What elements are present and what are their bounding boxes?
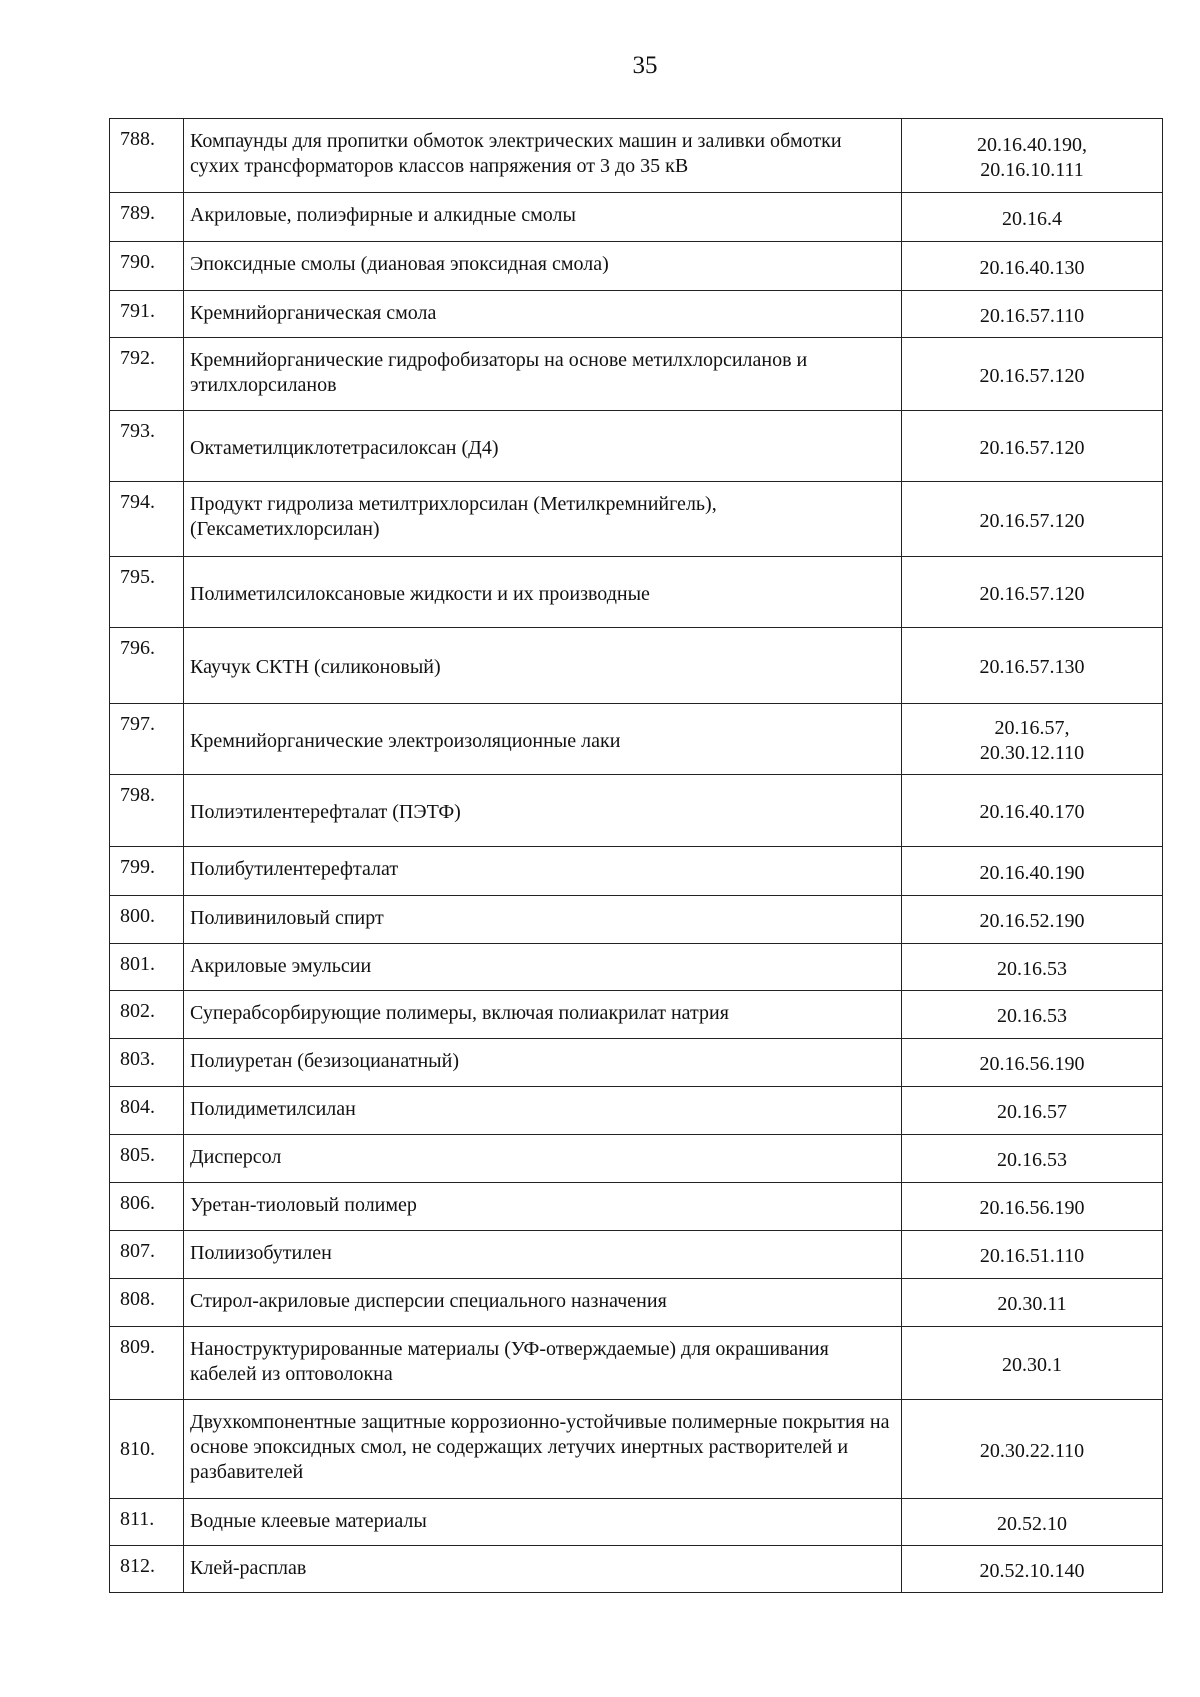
row-name: Кремнийорганические гидрофобизаторы на основе метилхлорсиланов и этилхлорсиланов <box>184 338 902 411</box>
row-code-text: 20.16.56.190 <box>979 1053 1085 1075</box>
row-name: Поливиниловый спирт <box>184 896 902 944</box>
row-code <box>902 1327 1163 1400</box>
row-code-text: 20.16.51.110 <box>979 1245 1085 1267</box>
row-code <box>902 704 1163 775</box>
row-code <box>902 1499 1163 1546</box>
row-number: 810. <box>110 1400 184 1499</box>
row-code <box>902 1087 1163 1135</box>
row-code <box>902 242 1163 291</box>
row-name: Водные клеевые материалы <box>184 1499 902 1546</box>
table-row <box>110 1499 1163 1546</box>
row-number: 803. <box>110 1039 184 1087</box>
row-number: 797. <box>110 704 184 775</box>
table-row <box>110 193 1163 242</box>
row-code <box>902 775 1163 847</box>
row-code-text: 20.30.11 <box>997 1293 1067 1315</box>
row-number: 806. <box>110 1183 184 1231</box>
row-name: Октаметилциклотетрасилоксан (Д4) <box>184 411 902 482</box>
row-number: 809. <box>110 1327 184 1400</box>
row-number: 807. <box>110 1231 184 1279</box>
row-code-text: 20.16.57.130 <box>979 656 1085 678</box>
table-row <box>110 119 1163 193</box>
row-code <box>902 1135 1163 1183</box>
row-code <box>902 1183 1163 1231</box>
row-code-text: 20.30.1 <box>1002 1353 1062 1376</box>
row-code <box>902 338 1163 411</box>
row-code <box>902 291 1163 338</box>
row-name: Полиэтилентерефталат (ПЭТФ) <box>184 775 902 847</box>
row-number: 794. <box>110 482 184 557</box>
table-row <box>110 1546 1163 1593</box>
row-code-text: 20.16.40.190 <box>979 861 1085 884</box>
row-name: Акриловые эмульсии <box>184 944 902 991</box>
row-code-text: 20.16.53 <box>997 1149 1067 1171</box>
row-name: Эпоксидные смолы (диановая эпоксидная смола) <box>184 242 902 291</box>
row-code-text: 20.16.52.190 <box>979 910 1085 932</box>
row-name: Каучук СКТН (силиконовый) <box>184 628 902 704</box>
row-number: 805. <box>110 1135 184 1183</box>
row-code <box>902 1039 1163 1087</box>
row-name: Полибутилентерефталат <box>184 847 902 896</box>
row-number: 802. <box>110 991 184 1039</box>
table-row <box>110 242 1163 291</box>
row-name: Компаунды для пропитки обмоток электрических машин и заливки обмотки сухих трансформаторов классов напряжения от 3 до 35 кВ <box>184 119 902 193</box>
row-code-text: 20.16.57 <box>997 1101 1067 1123</box>
row-code <box>902 944 1163 991</box>
row-code <box>902 557 1163 628</box>
table-row <box>110 411 1163 482</box>
row-code <box>902 847 1163 896</box>
table-row <box>110 704 1163 775</box>
row-code-text: 20.16.57.120 <box>979 509 1085 532</box>
materials-table <box>109 118 1163 1593</box>
table-row <box>110 1135 1163 1183</box>
row-code-text: 20.16.56.190 <box>979 1197 1085 1219</box>
row-code <box>902 119 1163 193</box>
row-code-text: 20.16.57.120 <box>979 582 1085 605</box>
row-code-text: 20.52.10.140 <box>979 1559 1085 1582</box>
row-name: Наноструктурированные материалы (УФ-отверждаемые) для окрашивания кабелей из оптоволокна <box>184 1327 902 1400</box>
row-code <box>902 628 1163 704</box>
row-number: 808. <box>110 1279 184 1327</box>
row-code-text: 20.30.22.110 <box>979 1439 1085 1462</box>
row-number: 792. <box>110 338 184 411</box>
row-name: Акриловые, полиэфирные и алкидные смолы <box>184 193 902 242</box>
table-row <box>110 557 1163 628</box>
row-number: 789. <box>110 193 184 242</box>
row-number: 788. <box>110 119 184 193</box>
table-row <box>110 775 1163 847</box>
row-code-text: 20.52.10 <box>997 1512 1067 1535</box>
row-name: Полиуретан (безизоцианатный) <box>184 1039 902 1087</box>
row-code-text: 20.16.57.120 <box>979 436 1085 459</box>
table-row <box>110 847 1163 896</box>
table-row <box>110 628 1163 704</box>
table-row <box>110 482 1163 557</box>
table-row <box>110 1400 1163 1499</box>
row-code-text: 20.16.4 <box>1002 207 1062 230</box>
row-code-text: 20.16.40.170 <box>979 801 1085 823</box>
row-code <box>902 482 1163 557</box>
row-number: 790. <box>110 242 184 291</box>
table-row <box>110 338 1163 411</box>
table-row <box>110 944 1163 991</box>
row-code <box>902 1546 1163 1593</box>
table-row <box>110 991 1163 1039</box>
table-row <box>110 1231 1163 1279</box>
page-number: 35 <box>632 52 658 79</box>
row-code <box>902 1279 1163 1327</box>
row-name: Стирол-акриловые дисперсии специального назначения <box>184 1279 902 1327</box>
row-number: 812. <box>110 1546 184 1593</box>
row-name: Дисперсол <box>184 1135 902 1183</box>
row-number: 801. <box>110 944 184 991</box>
row-code-text: 20.16.53 <box>997 1005 1067 1027</box>
row-number: 795. <box>110 557 184 628</box>
row-number: 799. <box>110 847 184 896</box>
table-body <box>110 119 1163 1593</box>
table-row <box>110 1327 1163 1400</box>
table-row <box>110 1279 1163 1327</box>
table-row <box>110 896 1163 944</box>
row-code-text: 20.16.40.190, 20.16.10.111 <box>977 133 1087 181</box>
row-code <box>902 1231 1163 1279</box>
row-name: Кремнийорганическая смола <box>184 291 902 338</box>
row-number: 811. <box>110 1499 184 1546</box>
row-code <box>902 193 1163 242</box>
table-row <box>110 291 1163 338</box>
row-code <box>902 991 1163 1039</box>
row-code-text: 20.16.40.130 <box>979 256 1085 279</box>
row-number: 796. <box>110 628 184 704</box>
row-name: Полидиметилсилан <box>184 1087 902 1135</box>
row-number: 804. <box>110 1087 184 1135</box>
row-name: Полиизобутилен <box>184 1231 902 1279</box>
row-name: Суперабсорбирующие полимеры, включая полиакрилат натрия <box>184 991 902 1039</box>
row-code-text: 20.16.53 <box>997 957 1067 980</box>
row-code-text: 20.16.57, 20.30.12.110 <box>979 717 1085 764</box>
row-name: Кремнийорганические электроизоляционные лаки <box>184 704 902 775</box>
row-name: Клей-расплав <box>184 1546 902 1593</box>
row-number: 798. <box>110 775 184 847</box>
row-code <box>902 411 1163 482</box>
table-row <box>110 1183 1163 1231</box>
row-code <box>902 1400 1163 1499</box>
row-name: Уретан-тиоловый полимер <box>184 1183 902 1231</box>
row-number: 800. <box>110 896 184 944</box>
row-code <box>902 896 1163 944</box>
row-code-text: 20.16.57.110 <box>979 304 1085 327</box>
row-name: Двухкомпонентные защитные коррозионно-устойчивые полимерные покрытия на основе эпоксидных смол, не содержащих летучих инертных растворителей и разбавителей <box>184 1400 902 1499</box>
row-name: Продукт гидролиза метилтрихлорсилан (Метилкремнийгель), (Гексаметихлорсилан) <box>184 482 902 557</box>
row-name: Полиметилсилоксановые жидкости и их производные <box>184 557 902 628</box>
table-row <box>110 1087 1163 1135</box>
table-row <box>110 1039 1163 1087</box>
row-number: 793. <box>110 411 184 482</box>
row-code-text: 20.16.57.120 <box>979 364 1085 387</box>
row-number: 791. <box>110 291 184 338</box>
